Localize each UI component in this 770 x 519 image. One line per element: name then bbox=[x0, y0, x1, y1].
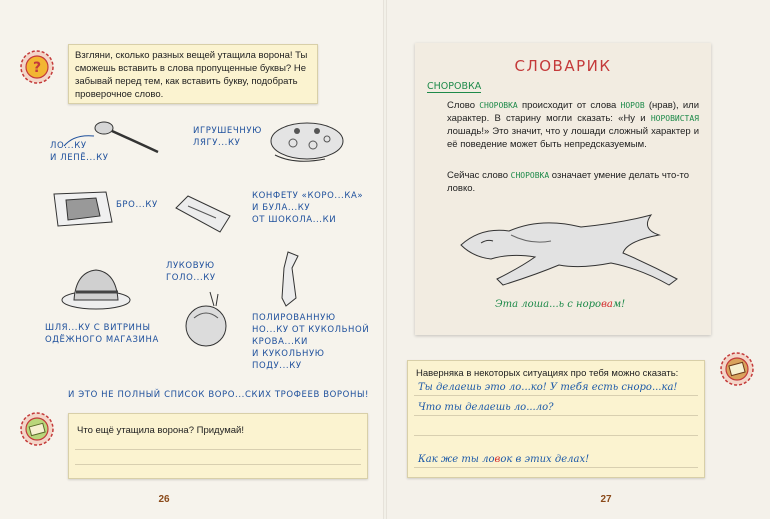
dictionary-caption: Эта лоша...ь с норовам! bbox=[495, 299, 626, 310]
toy-frog-icon bbox=[265, 115, 347, 167]
hat-icon bbox=[56, 262, 134, 312]
onion-icon bbox=[176, 288, 238, 350]
page-number-left: 26 bbox=[158, 494, 170, 505]
book-badge-icon bbox=[18, 410, 56, 448]
page-number-right: 27 bbox=[600, 494, 612, 505]
item-frog-label: ИГРУШЕЧНУЮ ЛЯГУ...КУ bbox=[193, 126, 262, 148]
item-onion-label: ЛУКОВУЮ ГОЛО...КУ bbox=[166, 261, 216, 283]
task-text-right: Наверняка в некоторых ситуациях про тебя можно сказать: bbox=[416, 368, 679, 379]
task-note-left bbox=[68, 413, 368, 479]
item-candy-label: КОНФЕТУ «КОРО...КА» И БУЛА...КУ ОТ ШОКОЛА...КИ bbox=[252, 191, 364, 225]
item-brooch-label: БРО...КУ bbox=[116, 200, 158, 210]
dictionary-paragraph-2: Сейчас слово СНОРОВКА означает умение делать что-то ловко. bbox=[447, 170, 690, 194]
handwritten-line-3: Как же ты ловок в этих делах! bbox=[418, 454, 590, 465]
doll-leg-icon bbox=[270, 248, 310, 310]
dictionary-title: СЛОВАРИК bbox=[514, 57, 612, 75]
handwritten-line-2: Что ты делаешь ло...ло? bbox=[418, 402, 554, 413]
dictionary-card bbox=[415, 43, 711, 335]
task-note-right bbox=[407, 360, 705, 478]
write-line bbox=[414, 395, 698, 396]
write-line bbox=[414, 467, 698, 468]
dictionary-word: СНОРОВКА bbox=[427, 81, 482, 92]
candy-icon bbox=[170, 186, 240, 238]
item-spoon-label: ЛО...КУ И ЛЕПЁ...КУ bbox=[50, 141, 109, 163]
write-line bbox=[75, 449, 361, 450]
svg-text:?: ? bbox=[32, 60, 42, 76]
intro-note bbox=[68, 44, 318, 104]
question-badge-icon bbox=[18, 48, 56, 86]
book-badge-icon bbox=[718, 350, 756, 388]
summary-text: И ЭТО НЕ ПОЛНЫЙ СПИСОК ВОРО...СКИХ ТРОФЕЕВ ВОРОНЫ! bbox=[68, 390, 370, 400]
dictionary-paragraph-1: Слово СНОРОВКА происходит от слова НОРОВ (нрав), или характер. В старину могли сказать: «Ну и НОРОВИСТАЯ лошадь!» Это значит, что у лошади сложный характер и её поведение может быть непредсказуемым. bbox=[447, 100, 700, 150]
write-line bbox=[75, 464, 361, 465]
horse-illustration-icon bbox=[451, 205, 691, 295]
intro-text: Взгляни, сколько разных вещей утащила ворона! Ты сможешь вставить в слова пропущенные буквы? Не забывай перед тем, как вставить букву, подобрать проверочное слово. bbox=[75, 50, 308, 100]
handwritten-line-1: Ты делаешь это ло...ко! У тебя есть сноро...ка! bbox=[418, 382, 678, 393]
write-line bbox=[414, 435, 698, 436]
item-doll-label: ПОЛИРОВАННУЮ НО...КУ ОТ КУКОЛЬНОЙ КРОВА...КИ И КУКОЛЬНУЮ ПОДУ...КУ bbox=[252, 313, 370, 371]
write-line bbox=[414, 415, 698, 416]
brooch-icon bbox=[46, 186, 118, 232]
task-text-left: Что ещё утащила ворона? Придумай! bbox=[77, 425, 244, 436]
item-hat-label: ШЛЯ...КУ С ВИТРИНЫ ОДЁЖНОГО МАГАЗИНА bbox=[45, 323, 159, 345]
